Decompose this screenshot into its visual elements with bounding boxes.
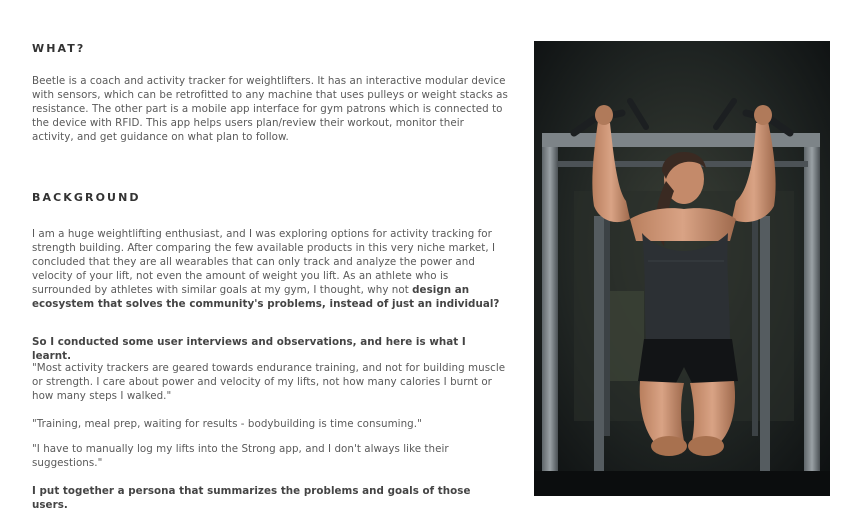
- background-intro-text: I am a huge weightlifting enthusiast, and I was exploring options for activity tracking for strength building. After comparing the few available products in this very niche market, I concluded that they are all wearables that can only track and analyze the power and velocity of your lift, not even the amount of weight you lift. As an athlete who is surrounded by athletes with similar goals at my gym, I thought, why not: [32, 228, 496, 296]
- background-intro-paragraph: [32, 228, 508, 311]
- user-quote: "Training, meal prep, waiting for results - bodybuilding is time consuming.": [32, 418, 422, 430]
- athlete-pullup-illustration: [534, 41, 830, 496]
- what-heading: WHAT?: [32, 42, 86, 55]
- athlete-photo: [534, 41, 830, 496]
- what-paragraph: Beetle is a coach and activity tracker for weightlifters. It has an interactive modular device with sensors, which can be retrofitted to any machine that uses pulleys or weight stacks as resistance. The other part is a mobile app interface for gym patrons which is connected to the device with RFID. This app helps users plan/review their workout, monitor their activity, and get guidance on what plan to follow.: [32, 75, 508, 143]
- interviews-statement: So I conducted some user interviews and observations, and here is what I learnt.: [32, 336, 466, 362]
- background-heading: BACKGROUND: [32, 191, 141, 204]
- background-intro-emphasis: design an ecosystem that solves the community's problems, instead of just an individual?: [32, 283, 500, 310]
- user-quote: "Most activity trackers are geared towards endurance training, and not for building muscle or strength. I care about power and velocity of my lifts, not how many calories I burnt or how many steps I walked.": [32, 362, 506, 402]
- persona-statement: I put together a persona that summarizes the problems and goals of those users.: [32, 485, 471, 511]
- user-quote: "I have to manually log my lifts into the Strong app, and I don't always like their suggestions.": [32, 443, 449, 469]
